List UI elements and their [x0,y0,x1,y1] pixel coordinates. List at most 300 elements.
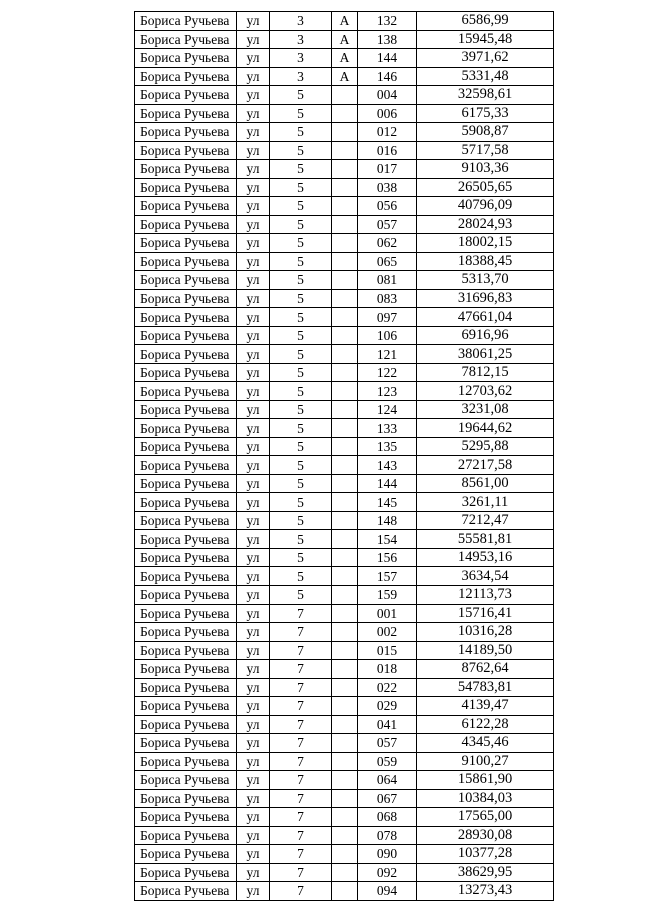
table-row [135,660,554,679]
house-number-cell: 5 [270,382,332,401]
house-letter-cell [332,789,358,808]
street-type-cell: ул [237,123,270,142]
street-type-cell: ул [237,252,270,271]
table-row [135,548,554,567]
apartment-cell: 041 [358,715,417,734]
street-type-cell: ул [237,604,270,623]
apartment-cell: 154 [358,530,417,549]
amount-cell: 8762,64 [417,660,554,679]
house-number-cell: 5 [270,308,332,327]
table-row [135,882,554,901]
street-type-cell: ул [237,289,270,308]
street-cell: Бориса Ручьева [135,641,237,660]
street-type-cell: ул [237,382,270,401]
amount-cell: 6916,96 [417,326,554,345]
street-cell: Бориса Ручьева [135,882,237,901]
street-type-cell: ул [237,585,270,604]
table-row [135,382,554,401]
house-number-cell: 5 [270,271,332,290]
table-row [135,641,554,660]
street-type-cell: ул [237,678,270,697]
street-type-cell: ул [237,215,270,234]
street-cell: Бориса Ручьева [135,289,237,308]
apartment-cell: 057 [358,215,417,234]
house-number-cell: 7 [270,604,332,623]
house-number-cell: 5 [270,474,332,493]
table-row [135,12,554,31]
house-number-cell: 5 [270,123,332,142]
street-cell: Бориса Ручьева [135,123,237,142]
house-letter-cell [332,530,358,549]
house-letter-cell [332,548,358,567]
apartment-cell: 022 [358,678,417,697]
table-row [135,49,554,68]
table-row [135,289,554,308]
house-letter-cell [332,623,358,642]
house-letter-cell [332,289,358,308]
house-number-cell: 5 [270,493,332,512]
house-letter-cell [332,771,358,790]
apartment-cell: 001 [358,604,417,623]
table-row [135,697,554,716]
street-cell: Бориса Ручьева [135,234,237,253]
apartment-cell: 159 [358,585,417,604]
apartment-cell: 148 [358,511,417,530]
apartment-cell: 006 [358,104,417,123]
table-row [135,863,554,882]
street-type-cell: ул [237,49,270,68]
house-letter-cell [332,437,358,456]
apartment-cell: 144 [358,474,417,493]
table-row [135,215,554,234]
street-cell: Бориса Ручьева [135,697,237,716]
amount-cell: 12113,73 [417,585,554,604]
apartment-cell: 065 [358,252,417,271]
table-row [135,86,554,105]
amount-cell: 5313,70 [417,271,554,290]
street-type-cell: ул [237,623,270,642]
street-type-cell: ул [237,734,270,753]
house-letter-cell [332,382,358,401]
street-cell: Бориса Ручьева [135,49,237,68]
house-letter-cell: А [332,49,358,68]
table-body [135,12,554,901]
apartment-cell: 145 [358,493,417,512]
house-number-cell: 7 [270,734,332,753]
house-number-cell: 5 [270,345,332,364]
table-row [135,326,554,345]
house-letter-cell [332,734,358,753]
table-row [135,604,554,623]
street-cell: Бориса Ручьева [135,215,237,234]
street-cell: Бориса Ручьева [135,604,237,623]
house-number-cell: 3 [270,49,332,68]
amount-cell: 5908,87 [417,123,554,142]
apartment-cell: 004 [358,86,417,105]
street-cell: Бориса Ручьева [135,67,237,86]
apartment-cell: 124 [358,400,417,419]
apartment-cell: 133 [358,419,417,438]
house-letter-cell: А [332,12,358,31]
house-number-cell: 5 [270,197,332,216]
amount-cell: 38061,25 [417,345,554,364]
table-row [135,715,554,734]
house-letter-cell [332,104,358,123]
amount-cell: 10377,28 [417,845,554,864]
amount-cell: 40796,09 [417,197,554,216]
street-type-cell: ул [237,548,270,567]
street-cell: Бориса Ручьева [135,160,237,179]
table-row [135,178,554,197]
house-letter-cell [332,585,358,604]
amount-cell: 55581,81 [417,530,554,549]
amount-cell: 9103,36 [417,160,554,179]
amount-cell: 18388,45 [417,252,554,271]
table-row [135,419,554,438]
apartment-cell: 081 [358,271,417,290]
street-type-cell: ул [237,197,270,216]
amount-cell: 9100,27 [417,752,554,771]
table-row [135,771,554,790]
house-number-cell: 7 [270,715,332,734]
apartment-cell: 018 [358,660,417,679]
apartment-cell: 057 [358,734,417,753]
street-type-cell: ул [237,660,270,679]
table-row [135,678,554,697]
house-letter-cell [332,752,358,771]
street-type-cell: ул [237,345,270,364]
street-type-cell: ул [237,234,270,253]
house-number-cell: 7 [270,678,332,697]
table-row [135,363,554,382]
street-type-cell: ул [237,456,270,475]
house-number-cell: 7 [270,697,332,716]
amount-cell: 3634,54 [417,567,554,586]
street-cell: Бориса Ручьева [135,771,237,790]
house-letter-cell [332,123,358,142]
house-letter-cell [332,678,358,697]
house-number-cell: 5 [270,437,332,456]
street-cell: Бориса Ручьева [135,456,237,475]
amount-cell: 5331,48 [417,67,554,86]
table-row [135,511,554,530]
apartment-cell: 156 [358,548,417,567]
house-number-cell: 5 [270,363,332,382]
table-row [135,67,554,86]
street-cell: Бориса Ручьева [135,863,237,882]
house-number-cell: 7 [270,771,332,790]
apartment-cell: 123 [358,382,417,401]
street-type-cell: ул [237,67,270,86]
amount-cell: 14189,50 [417,641,554,660]
table-row [135,141,554,160]
house-letter-cell [332,697,358,716]
table-row [135,437,554,456]
street-type-cell: ул [237,697,270,716]
amount-cell: 15861,90 [417,771,554,790]
house-number-cell: 5 [270,400,332,419]
street-cell: Бориса Ручьева [135,252,237,271]
street-cell: Бориса Ручьева [135,678,237,697]
apartment-cell: 092 [358,863,417,882]
street-cell: Бориса Ручьева [135,326,237,345]
street-type-cell: ул [237,511,270,530]
street-cell: Бориса Ручьева [135,530,237,549]
house-number-cell: 5 [270,289,332,308]
house-number-cell: 5 [270,530,332,549]
apartment-cell: 094 [358,882,417,901]
apartment-cell: 078 [358,826,417,845]
street-cell: Бориса Ручьева [135,826,237,845]
house-letter-cell [332,160,358,179]
amount-cell: 12703,62 [417,382,554,401]
amount-cell: 3261,11 [417,493,554,512]
amount-cell: 5295,88 [417,437,554,456]
street-type-cell: ул [237,308,270,327]
street-cell: Бориса Ручьева [135,437,237,456]
table-row [135,845,554,864]
amount-cell: 38629,95 [417,863,554,882]
house-number-cell: 7 [270,641,332,660]
apartment-cell: 135 [358,437,417,456]
street-cell: Бориса Ручьева [135,382,237,401]
amount-cell: 31696,83 [417,289,554,308]
apartment-cell: 138 [358,30,417,49]
street-type-cell: ул [237,567,270,586]
house-letter-cell [332,456,358,475]
house-letter-cell [332,715,358,734]
street-type-cell: ул [237,437,270,456]
table-row [135,308,554,327]
house-letter-cell [332,604,358,623]
house-number-cell: 7 [270,752,332,771]
amount-cell: 5717,58 [417,141,554,160]
amount-cell: 10316,28 [417,623,554,642]
amount-cell: 14953,16 [417,548,554,567]
street-type-cell: ул [237,789,270,808]
street-type-cell: ул [237,178,270,197]
table-row [135,30,554,49]
street-cell: Бориса Ручьева [135,567,237,586]
amount-cell: 4139,47 [417,697,554,716]
street-cell: Бориса Ручьева [135,345,237,364]
house-number-cell: 5 [270,456,332,475]
house-letter-cell [332,86,358,105]
street-cell: Бориса Ручьева [135,752,237,771]
amount-cell: 54783,81 [417,678,554,697]
house-number-cell: 5 [270,252,332,271]
house-letter-cell [332,178,358,197]
table-row [135,808,554,827]
street-cell: Бориса Ручьева [135,12,237,31]
street-cell: Бориса Ручьева [135,400,237,419]
table-row [135,585,554,604]
apartment-cell: 122 [358,363,417,382]
house-letter-cell [332,252,358,271]
apartment-cell: 106 [358,326,417,345]
apartment-cell: 157 [358,567,417,586]
street-cell: Бориса Ручьева [135,474,237,493]
street-type-cell: ул [237,271,270,290]
house-letter-cell [332,474,358,493]
house-number-cell: 5 [270,86,332,105]
table-row [135,789,554,808]
apartment-cell: 067 [358,789,417,808]
amount-cell: 4345,46 [417,734,554,753]
street-type-cell: ул [237,493,270,512]
street-cell: Бориса Ручьева [135,419,237,438]
table-row [135,234,554,253]
house-number-cell: 3 [270,30,332,49]
street-type-cell: ул [237,363,270,382]
amount-cell: 28930,08 [417,826,554,845]
table-row [135,123,554,142]
house-number-cell: 5 [270,326,332,345]
house-letter-cell [332,567,358,586]
apartment-cell: 097 [358,308,417,327]
street-cell: Бориса Ручьева [135,197,237,216]
amount-cell: 26505,65 [417,178,554,197]
house-number-cell: 5 [270,234,332,253]
street-cell: Бориса Ручьева [135,178,237,197]
amount-cell: 6122,28 [417,715,554,734]
house-letter-cell [332,197,358,216]
table-row [135,197,554,216]
apartment-cell: 059 [358,752,417,771]
house-letter-cell [332,511,358,530]
table-row [135,104,554,123]
street-type-cell: ул [237,882,270,901]
house-letter-cell [332,400,358,419]
street-type-cell: ул [237,752,270,771]
house-letter-cell [332,141,358,160]
house-letter-cell [332,493,358,512]
apartment-cell: 144 [358,49,417,68]
apartment-cell: 121 [358,345,417,364]
house-letter-cell [332,326,358,345]
street-type-cell: ул [237,863,270,882]
amount-cell: 13273,43 [417,882,554,901]
street-type-cell: ул [237,845,270,864]
house-number-cell: 5 [270,419,332,438]
street-cell: Бориса Ручьева [135,548,237,567]
house-number-cell: 5 [270,178,332,197]
street-cell: Бориса Ручьева [135,104,237,123]
table-row [135,493,554,512]
house-number-cell: 7 [270,789,332,808]
house-letter-cell: А [332,67,358,86]
street-type-cell: ул [237,400,270,419]
street-type-cell: ул [237,160,270,179]
house-number-cell: 5 [270,141,332,160]
street-cell: Бориса Ручьева [135,86,237,105]
apartment-cell: 083 [358,289,417,308]
street-cell: Бориса Ручьева [135,734,237,753]
street-type-cell: ул [237,715,270,734]
street-cell: Бориса Ручьева [135,271,237,290]
table-row [135,271,554,290]
house-letter-cell [332,308,358,327]
house-letter-cell [332,660,358,679]
street-type-cell: ул [237,419,270,438]
street-cell: Бориса Ручьева [135,363,237,382]
amount-cell: 10384,03 [417,789,554,808]
house-number-cell: 7 [270,826,332,845]
table-row [135,456,554,475]
street-type-cell: ул [237,86,270,105]
street-cell: Бориса Ручьева [135,623,237,642]
house-number-cell: 5 [270,511,332,530]
table-row [135,752,554,771]
apartment-cell: 090 [358,845,417,864]
house-number-cell: 7 [270,623,332,642]
amount-cell: 6586,99 [417,12,554,31]
amount-cell: 32598,61 [417,86,554,105]
amount-cell: 19644,62 [417,419,554,438]
street-type-cell: ул [237,104,270,123]
street-cell: Бориса Ручьева [135,30,237,49]
amount-cell: 6175,33 [417,104,554,123]
table-row [135,160,554,179]
house-number-cell: 7 [270,845,332,864]
house-number-cell: 5 [270,160,332,179]
street-cell: Бориса Ручьева [135,493,237,512]
street-type-cell: ул [237,326,270,345]
street-type-cell: ул [237,826,270,845]
amount-cell: 17565,00 [417,808,554,827]
house-number-cell: 5 [270,548,332,567]
table-row [135,400,554,419]
street-cell: Бориса Ручьева [135,511,237,530]
street-cell: Бориса Ручьева [135,789,237,808]
street-cell: Бориса Ручьева [135,585,237,604]
apartment-cell: 132 [358,12,417,31]
street-type-cell: ул [237,474,270,493]
house-letter-cell [332,345,358,364]
table-row [135,623,554,642]
house-number-cell: 7 [270,808,332,827]
street-cell: Бориса Ручьева [135,660,237,679]
amount-cell: 15945,48 [417,30,554,49]
street-type-cell: ул [237,141,270,160]
house-letter-cell [332,363,358,382]
amount-cell: 3231,08 [417,400,554,419]
amount-cell: 7212,47 [417,511,554,530]
street-type-cell: ул [237,30,270,49]
house-letter-cell [332,419,358,438]
apartment-cell: 064 [358,771,417,790]
amount-cell: 47661,04 [417,308,554,327]
amount-cell: 18002,15 [417,234,554,253]
table-row [135,734,554,753]
table-row [135,567,554,586]
apartment-cell: 062 [358,234,417,253]
apartment-cell: 056 [358,197,417,216]
amount-cell: 8561,00 [417,474,554,493]
house-letter-cell [332,234,358,253]
house-number-cell: 7 [270,660,332,679]
street-cell: Бориса Ручьева [135,141,237,160]
amount-cell: 27217,58 [417,456,554,475]
amount-cell: 15716,41 [417,604,554,623]
street-cell: Бориса Ручьева [135,845,237,864]
house-letter-cell [332,863,358,882]
house-letter-cell [332,845,358,864]
apartment-cell: 146 [358,67,417,86]
street-type-cell: ул [237,771,270,790]
house-number-cell: 5 [270,567,332,586]
apartment-cell: 029 [358,697,417,716]
